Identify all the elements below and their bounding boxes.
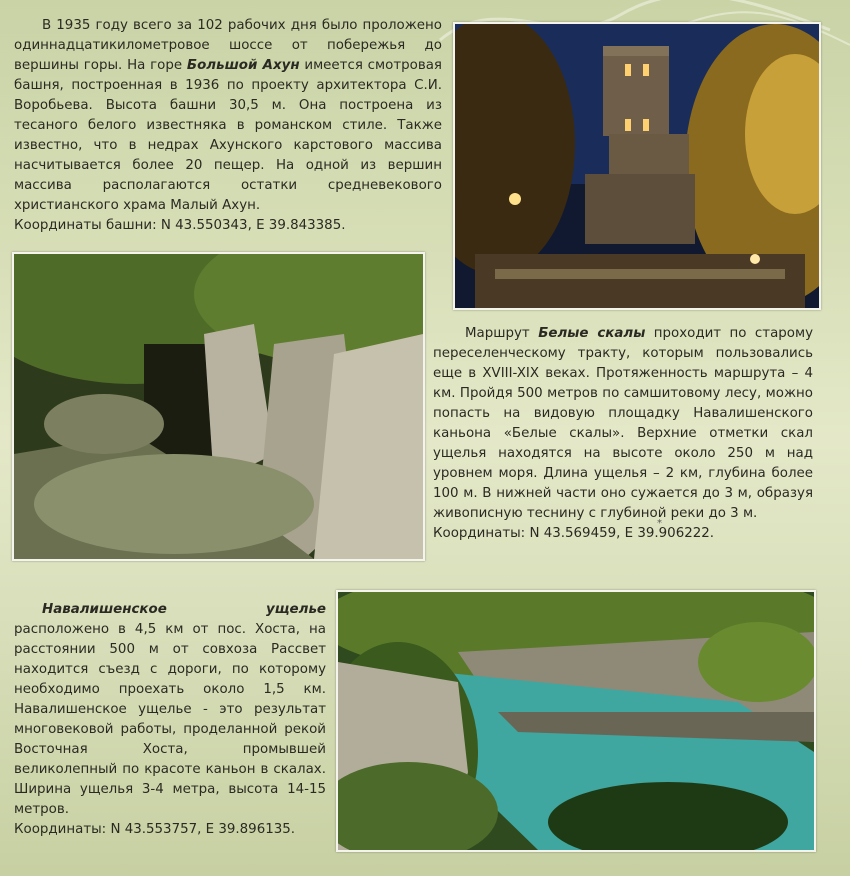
tower-text-lead: В 1935 году всего за 102 рабочих дня было проложено одиннадцатикилометровое шоссе от побережья до вершины горы. На горе — [14, 18, 442, 73]
tower-photo — [453, 22, 821, 310]
gorge-name: Навалишенское ущелье — [42, 602, 326, 617]
tower-text-rest: имеется смотровая башня, построенная в 1936 по проекту архитектора С.И. Воробьева. Высота башни 30,5 м. Она построена из тесаного белого известняка в романском стиле. Также известно, что в недрах Ахунского карстового массива насчитывается более 20 пещер. На одной из вершин массива располагаются остатки средневекового христианского храма Малый Ахун. — [14, 58, 442, 213]
white-rocks-description — [433, 324, 813, 544]
white-rocks-name: Белые скалы — [538, 326, 646, 341]
white-rocks-coordinates: Координаты: N 43.569459, E 39.906222. — [433, 526, 715, 541]
white-rocks-text-rest: проходит по старому переселенческому тракту, которым пользовались еще в XVIII-XIX веках. Протяженность маршрута – 4 км. Пройдя 500 метров по самшитовому лесу, можно попасть на видовую площадку Навалишенского каньона «Белые скалы». Верхние отметки скал ущелья находятся на высоте около 250 м над уровнем моря. Длина ущелья – 2 км, глубина более 100 м. В нижней части оно сужается до 3 м, образуя живописную теснину с глубиной реки до 3 м. — [433, 326, 813, 521]
tower-name: Большой Ахун — [186, 58, 300, 73]
rocks-photo — [12, 252, 425, 561]
gorge-description — [14, 600, 326, 840]
gorge-photo — [336, 590, 816, 852]
tower-coordinates: Координаты башни: N 43.550343, E 39.843385. — [14, 218, 346, 233]
gorge-coordinates: Координаты: N 43.553757, E 39.896135. — [14, 822, 296, 837]
tower-description — [14, 16, 442, 236]
white-rocks-text-lead: Маршрут — [465, 326, 539, 341]
asterisk-mark: * — [657, 518, 662, 529]
gorge-text-rest: расположено в 4,5 км от пос. Хоста, на расстоянии 500 м от совхоза Рассвет находится съезд с дороги, по которому необходимо проехать около 1,5 км. Навалишенское ущелье - это результат многовековой работы, проделанной рекой Восточная Хоста, промывшей великолепный по красоте каньон в скалах. Ширина ущелья 3-4 метра, высота 14-15 метров. — [14, 622, 326, 817]
